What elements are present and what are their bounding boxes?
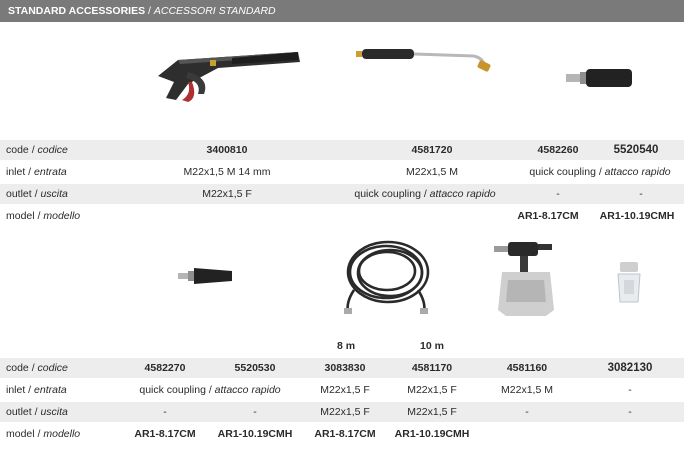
model-cell: AR1-10.19CMH	[394, 428, 470, 440]
top-inlet-row	[0, 162, 684, 182]
inlet-cell: quick coupling / attacco rapido	[139, 384, 281, 396]
outlet-cell: quick coupling / attacco rapido	[354, 188, 496, 200]
outlet-cell: -	[525, 406, 529, 418]
outlet-cell: -	[639, 188, 643, 200]
top-code-row	[0, 140, 684, 160]
model-cell: AR1-10.19CMH	[217, 428, 293, 440]
bottom-inlet-row	[0, 380, 684, 400]
inlet-label: inlet / entrata	[6, 384, 67, 396]
model-label: model / modello	[6, 210, 81, 222]
nozzle-image	[566, 66, 636, 90]
rotating-nozzle-image	[178, 264, 234, 288]
inlet-cell: M22x1,5 M	[501, 384, 553, 396]
code-cell: 4581160	[506, 362, 548, 374]
inlet-cell: M22x1,5 M	[406, 166, 458, 178]
inlet-cell: M22x1,5 M 14 mm	[183, 166, 271, 178]
code-cell: 4581720	[411, 144, 453, 156]
code-cell: 4582270	[144, 362, 186, 374]
inlet-cell: M22x1,5 F	[407, 384, 457, 396]
model-label: model / modello	[6, 428, 81, 440]
lance-image	[356, 46, 496, 76]
code-cell: 3082130	[607, 362, 653, 374]
code-cell: 3083830	[324, 362, 366, 374]
outlet-label: outlet / uscita	[6, 406, 68, 418]
code-cell: 3400810	[206, 144, 248, 156]
outlet-cell: -	[556, 188, 560, 200]
model-cell: AR1-8.17CM	[314, 428, 376, 440]
header-title: STANDARD ACCESSORIES	[8, 5, 146, 17]
foam-sprayer-image	[494, 236, 558, 320]
model-cell: AR1-8.17CM	[517, 210, 579, 222]
inlet-cell: M22x1,5 F	[320, 384, 370, 396]
bottom-model-row	[0, 424, 684, 444]
model-cell: AR1-10.19CMH	[599, 210, 675, 222]
inlet-label: inlet / entrata	[6, 166, 67, 178]
section-header: STANDARD ACCESSORIES / ACCESSORI STANDARD	[0, 0, 684, 22]
bottom-outlet-row	[0, 402, 684, 422]
hose-length-label: 10 m	[420, 340, 444, 352]
outlet-label: outlet / uscita	[6, 188, 68, 200]
spray-gun-image	[148, 38, 308, 106]
outlet-cell: -	[628, 406, 632, 418]
top-model-row	[0, 206, 684, 226]
hose-length-label: 8 m	[336, 340, 356, 352]
top-outlet-row	[0, 184, 684, 204]
outlet-cell: -	[253, 406, 257, 418]
code-label: code / codice	[6, 362, 68, 374]
code-cell: 5520530	[234, 362, 276, 374]
code-cell: 5520540	[613, 144, 659, 156]
code-cell: 4581170	[411, 362, 453, 374]
inlet-cell: quick coupling / attacco rapido	[529, 166, 671, 178]
hose-image	[332, 232, 436, 316]
header-title-it: ACCESSORI STANDARD	[153, 5, 276, 17]
bottom-code-row	[0, 358, 684, 378]
model-cell: AR1-8.17CM	[134, 428, 196, 440]
outlet-cell: M22x1,5 F	[320, 406, 370, 418]
outlet-cell: M22x1,5 F	[407, 406, 457, 418]
outlet-cell: M22x1,5 F	[202, 188, 252, 200]
inlet-cell: -	[628, 384, 632, 396]
code-label: code / codice	[6, 144, 68, 156]
outlet-cell: -	[163, 406, 167, 418]
code-cell: 4582260	[537, 144, 579, 156]
filter-image	[614, 262, 644, 306]
